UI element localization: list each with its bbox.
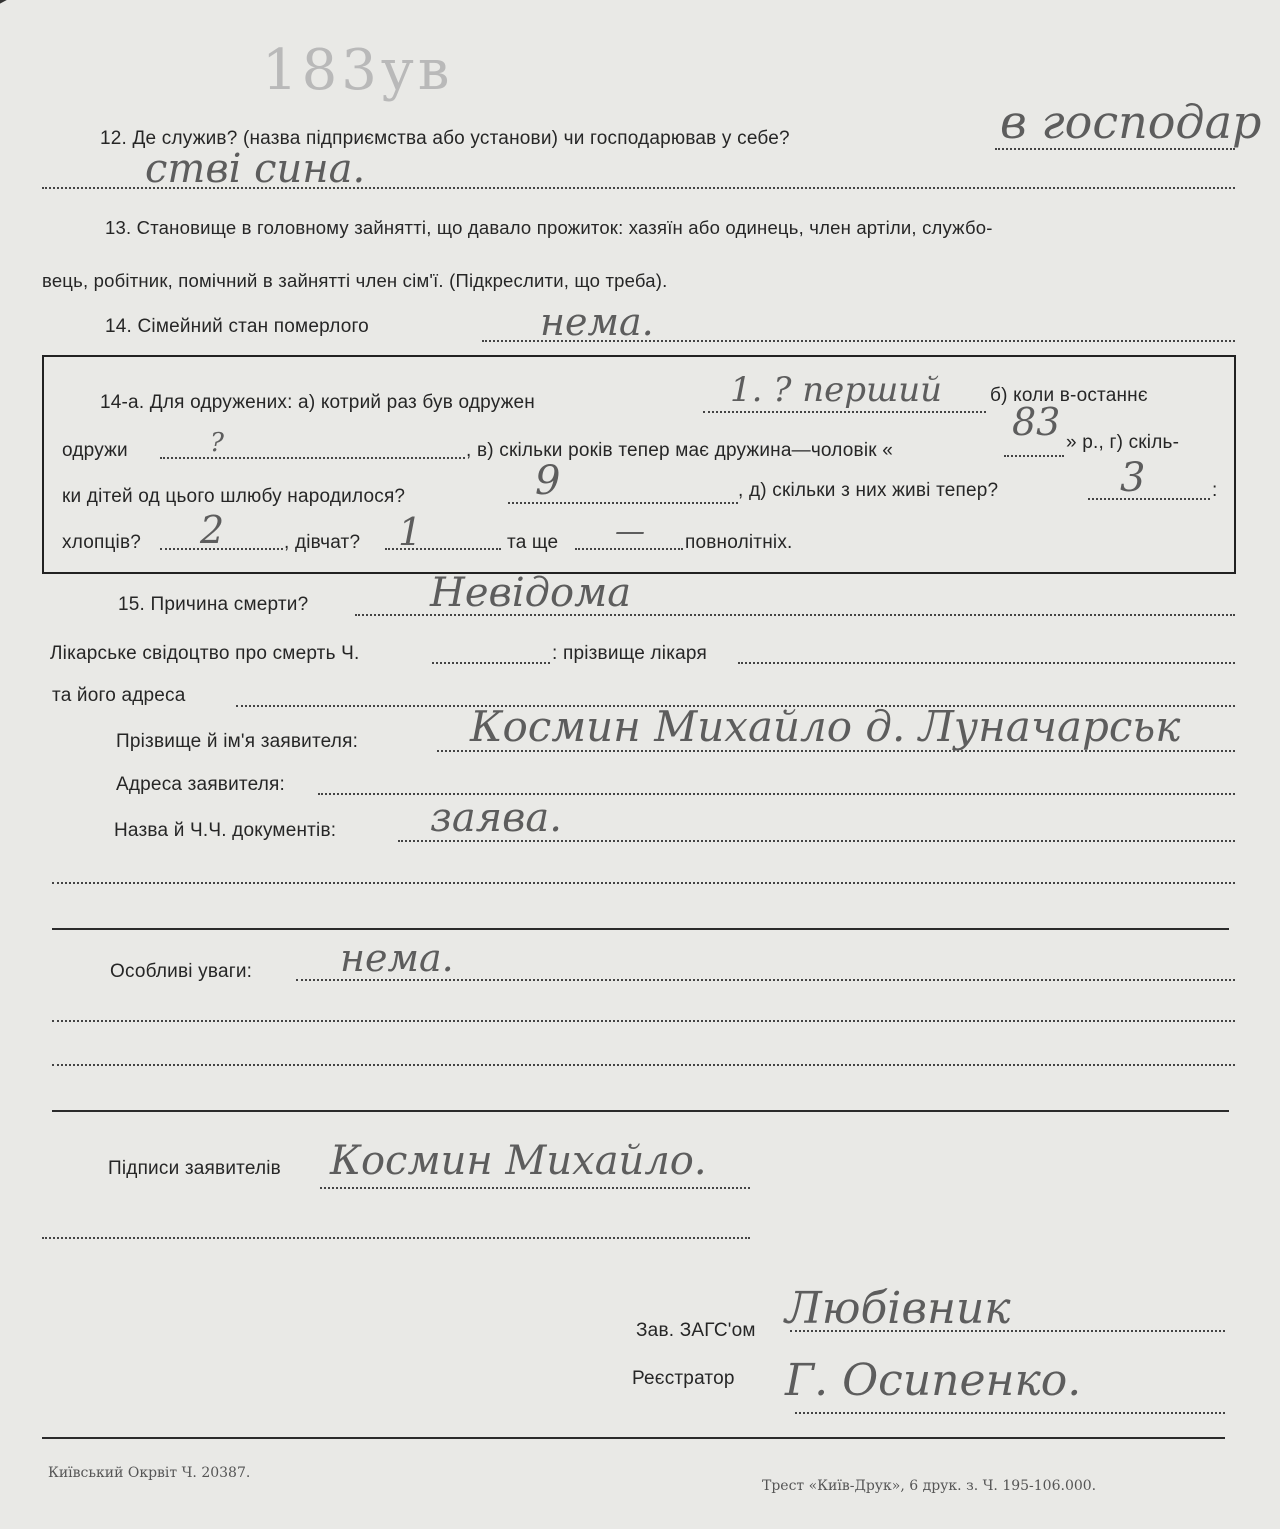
registrar-line [795, 1412, 1225, 1414]
q14a-answer-v: 83 [1012, 400, 1061, 444]
q14a-label-b2: одружи [62, 440, 128, 461]
q14a-answer-g: 9 [535, 458, 561, 504]
documents-label: Назва й Ч.Ч. документів: [114, 820, 337, 841]
q14a-answer-a: 1. ? перший [730, 370, 943, 410]
q14a-label-minor: повнолітніх. [685, 532, 793, 553]
registrar-label: Реєстратор [632, 1368, 735, 1389]
doctor-label: : прізвище лікаря [552, 643, 707, 664]
q14a-line-d [1088, 498, 1210, 500]
applicant-address-label: Адреса заявителя: [116, 774, 285, 795]
head-label: Зав. ЗАГС'ом [636, 1320, 756, 1341]
q15-answer: Невідома [430, 570, 632, 616]
bottom-rule [42, 1437, 1225, 1439]
corner-mark [0, 0, 50, 5]
q14a-line-b [160, 457, 465, 459]
q12-answer-line1: в господар [1000, 95, 1262, 149]
signature-blank-line [42, 1237, 750, 1239]
section-rule-2 [52, 1110, 1229, 1112]
q14a-label-g2: ки дітей од цього шлюбу народилося? [62, 486, 406, 507]
cert-line [432, 662, 550, 664]
notes-label: Особливі уваги: [110, 961, 253, 982]
blank-line-2 [52, 1020, 1235, 1022]
q14a-label-v: , в) скільки років тепер має дружина—чоловік « [466, 440, 894, 461]
q14a-answer-b: ? [210, 428, 224, 458]
applicant-signature: Космин Михайло. [330, 1138, 707, 1184]
q14a-label-more: та ще [507, 532, 559, 553]
footer-left: Київський Окрвіт Ч. 20387. [48, 1465, 251, 1481]
archive-number: 183ув [262, 38, 454, 103]
doctor-address-label: та його адреса [52, 685, 186, 706]
q14a-answer-boys: 2 [200, 508, 225, 552]
q14a-line-a [703, 411, 986, 413]
q14a-label-d: , д) скільки з них живі тепер? [738, 480, 999, 501]
q14a-label-a: 14-а. Для одружених: а) котрий раз був одружен [100, 392, 535, 413]
q14a-answer-d: 3 [1120, 455, 1146, 501]
q12-answer-line2: стві сина. [145, 146, 366, 192]
applicant-signature-line [320, 1187, 750, 1189]
q13-line2: вець, робітник, помічний в зайнятті член сім'ї. (Підкреслити, що треба). [42, 270, 668, 291]
q14a-label-girls: , дівчат? [284, 532, 361, 553]
documents-value: заява. [430, 795, 562, 841]
notes-value: нема. [340, 936, 454, 980]
footer-right: Трест «Київ-Друк», 6 друк. з. Ч. 195-106.000. [762, 1478, 1097, 1494]
q15-label: 15. Причина смерти? [118, 594, 309, 615]
q13-line1: 13. Становище в головному зайнятті, що давало прожиток: хазяїн або одинець, член артіли, службо- [105, 217, 993, 238]
q14a-answer-girls: 1 [398, 510, 423, 554]
q14-answer: нема. [540, 300, 654, 344]
blank-line-1 [52, 882, 1235, 884]
q14a-line-v [1004, 455, 1064, 457]
doctor-line [738, 662, 1235, 664]
blank-line-3 [52, 1064, 1235, 1066]
q14-label: 14. Сімейний стан померлого [105, 316, 369, 337]
q14a-label-b: б) коли в-останнє [990, 385, 1148, 406]
q14a-label-g: » р., г) скіль- [1066, 432, 1180, 453]
applicant-signature-label: Підписи заявителів [108, 1158, 281, 1179]
q14a-answer-more: — [615, 514, 645, 549]
section-rule-1 [52, 928, 1229, 930]
cert-label: Лікарське свідоцтво про смерть Ч. [50, 643, 360, 664]
q12-label: 12. Де служив? (назва підприємства або установи) чи господарював у себе? [100, 128, 790, 149]
registrar-signature: Г. Осипенко. [785, 1355, 1082, 1406]
head-signature: Любівник [785, 1283, 1011, 1334]
applicant-name-label: Прізвище й ім'я заявителя: [116, 731, 359, 752]
q14a-colon: : [1212, 480, 1218, 501]
applicant-name-value: Космин Михайло д. Луначарськ [470, 702, 1181, 751]
q14a-label-boys: хлопців? [62, 532, 142, 553]
